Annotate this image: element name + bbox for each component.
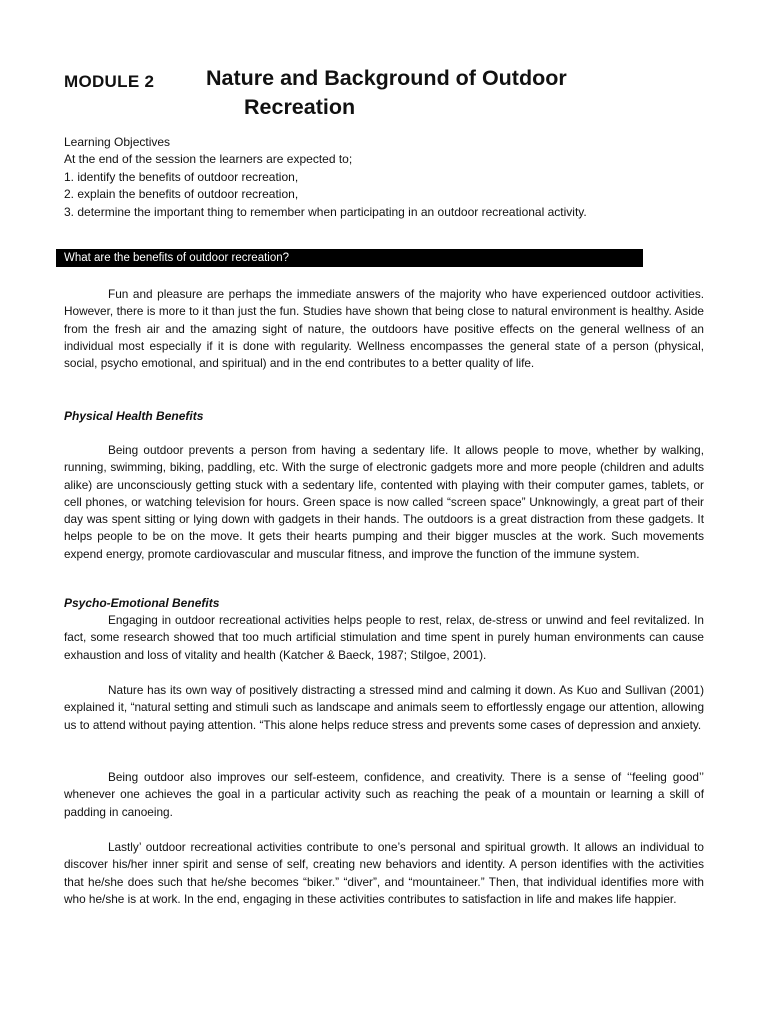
objectives-intro: At the end of the session the learners are expected to; [64, 152, 353, 167]
psycho-emotional-paragraph: Lastly’ outdoor recreational activities contribute to one’s personal and spiritual growth. It allows an individual to discover his/her inner spirit and sense of self, creating new behaviors and identity. A person identifies with the activities that he/she does such that he/she becomes “biker.” “diver”, and “mountaineer.” Then, that individual identifies more with who he/she is at work. In the end, engaging in these activities contributes to satisfaction in life and makes life happier. [64, 840, 704, 906]
psycho-emotional-p4-block [64, 839, 704, 908]
objective-item: 3. determine the important thing to remember when participating in an outdoor recreational activity. [64, 204, 587, 219]
objective-item: 2. explain the benefits of outdoor recreation, [64, 187, 299, 202]
module-title-line2: Recreation [244, 95, 356, 119]
psycho-emotional-p1-block [64, 612, 704, 664]
physical-health-heading: Physical Health Benefits [64, 409, 204, 423]
psycho-emotional-p3-block [64, 769, 704, 821]
psycho-emotional-paragraph: Nature has its own way of positively distracting a stressed mind and calming it down. As Kuo and Sullivan (2001) explained it, “natural setting and stimuli such as landscape and animals seem to effortlessly engage our attention, allowing us to attend without paying attention. “This alone helps reduce stress and prevents some cases of depression and anxiety. [64, 683, 704, 732]
learning-objectives [64, 134, 724, 221]
intro-paragraph: Fun and pleasure are perhaps the immediate answers of the majority who have experienced outdoor activities. However, there is more to it than just the fun. Studies have shown that being close to natural environment is healthy. Aside from the fresh air and the amazing sight of nature, the outdoors have positive effects on the general wellness of an individual most especially if it is done with regularity. Wellness encompasses the general state of a person (physical, social, psycho emotional, and spiritual) and in the end contributes to a better quality of life. [64, 287, 704, 371]
module-label: MODULE 2 [64, 72, 155, 91]
intro-section [64, 286, 704, 372]
psycho-emotional-heading: Psycho-Emotional Benefits [64, 596, 220, 610]
module-title-line1: Nature and Background of Outdoor [206, 66, 567, 90]
psycho-emotional-paragraph: Being outdoor also improves our self-esteem, confidence, and creativity. There is a sense of ‘‘feeling good’’ whenever one achieves the goal in a particular activity such as reaching the peak of a mountain or learning a skill of padding in canoeing. [64, 770, 704, 819]
section-question-bar: What are the benefits of outdoor recreation? [56, 249, 643, 267]
physical-health-paragraph: Being outdoor prevents a person from having a sedentary life. It allows people to move, whether by walking, running, swimming, biking, paddling, etc. With the surge of electronic gadgets more and more people (children and adults alike) are unconsciously getting stuck with a sedentary life, contented with playing with their computer games, tablets, or cell phones, or watching television for hours. Green space is now called “screen space” Unknowingly, a great part of their day was spent sitting or lying down with gadgets in their hands. The outdoors is a great distraction from these gadgets. It helps people to be on the move. It gets their hearts pumping and their bigger muscles at the work. Such movements expend energy, promote cardiovascular and muscular fitness, and improve the function of the immune system. [64, 443, 704, 561]
objective-item: 1. identify the benefits of outdoor recreation, [64, 169, 299, 184]
psycho-emotional-p2-block [64, 682, 704, 734]
objectives-heading: Learning Objectives [64, 135, 171, 149]
psycho-emotional-paragraph: Engaging in outdoor recreational activities helps people to rest, relax, de-stress or unwind and feel revitalized. In fact, some research showed that too much artificial stimulation and time spent in purely human environments can cause exhaustion and loss of vitality and health (Katcher & Baeck, 1987; Stilgoe, 2001). [64, 613, 704, 662]
physical-health-section [64, 442, 704, 563]
module-title [206, 64, 686, 122]
